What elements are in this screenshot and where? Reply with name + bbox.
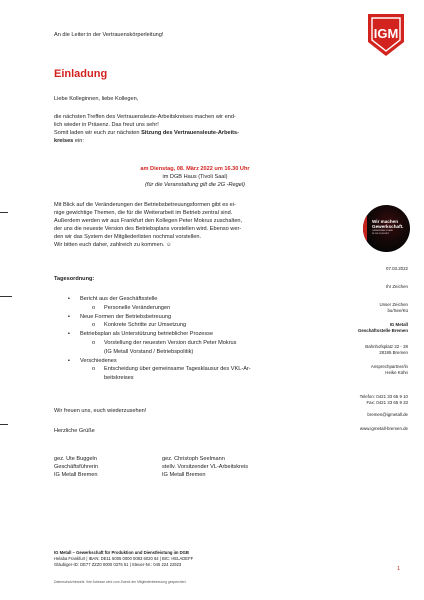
salutation: Liebe Kolleginnen, liebe Kollegen, bbox=[54, 96, 139, 102]
bullet-circle-icon: o bbox=[92, 366, 96, 373]
their-reference-label: Unser Zeichen bbox=[379, 302, 408, 307]
ig-metall-logo bbox=[366, 12, 406, 58]
promo-accent-bar bbox=[363, 215, 367, 241]
event-date: am Dienstag, 08. März 2022 um 16.30 Uhr bbox=[140, 166, 250, 172]
their-reference-value: bu/See/Kü bbox=[387, 308, 408, 313]
agenda-item: Vorstellung der neuesten Version durch Peter Mokrus bbox=[104, 340, 237, 346]
bullet-circle-icon: o bbox=[92, 340, 96, 346]
footer-line-1: IG Metall – Gewerkschaft für Produktion und Dienstleistung im DGB bbox=[54, 550, 189, 555]
invite-suffix: ein: bbox=[73, 138, 84, 144]
agenda-item: (IG Metall Vorstand / Betriebspolitik) bbox=[104, 348, 194, 355]
closing-line: Wir freuen uns, euch wiederzusehen! bbox=[54, 408, 147, 414]
promo-line-3 bbox=[372, 230, 393, 236]
page-number: 1 bbox=[397, 566, 401, 572]
website-link[interactable]: www.igmetall-bremen.de bbox=[359, 426, 408, 431]
signature-1-org: IG Metall Bremen bbox=[54, 472, 98, 478]
office-name: Geschäftsstelle Bremen bbox=[357, 328, 408, 333]
footer-note: Datenschutzhinweis: Ihre Adresse wird zum Zweck der Mitgliederbetreuung gespeichert. bbox=[54, 580, 187, 584]
invite-bold-2: kreises bbox=[54, 138, 74, 144]
email-link[interactable]: bremen@igmetall.de bbox=[367, 412, 408, 417]
intro-line-1: die nächsten Treffen des Vertrauensleute-Arbeitskreises machen wir end- bbox=[54, 114, 236, 120]
body-line-2: nige gewichtige Themen, die für die Weiterarbeit im Betrieb zentral sind. bbox=[54, 210, 233, 216]
signature-2-name: gez. Christoph Seelmann bbox=[162, 456, 225, 462]
promo-line-3b: IN DIE ZUKUNFT bbox=[372, 232, 390, 235]
promo-line-1: Wir machen bbox=[372, 219, 398, 224]
fold-mark-lower bbox=[0, 424, 8, 425]
regards-line: Herzliche Grüße bbox=[54, 428, 95, 434]
signature-1-role: Geschäftsführerin bbox=[54, 464, 99, 470]
logo-letters: IGM bbox=[373, 26, 399, 41]
agenda-item: Neue Formen der Betriebsbetreuung bbox=[80, 313, 172, 320]
agenda-item: Konkrete Schritte zur Umsetzung bbox=[104, 322, 187, 329]
event-place: im DGB Haus (Tivoli Saal) bbox=[162, 174, 228, 180]
invite-prefix: Somit laden wir euch zur nächsten bbox=[54, 130, 140, 136]
bullet-square-icon: ▪ bbox=[68, 296, 70, 302]
phone-number: Telefon: 0421 33 65 9 10 bbox=[359, 394, 408, 399]
invite-line-2 bbox=[54, 138, 84, 146]
agenda-item: beitskreises bbox=[104, 375, 134, 382]
bullet-square-icon: ▪ bbox=[68, 357, 70, 364]
bullet-square-icon: ▪ bbox=[68, 313, 70, 320]
contact-label: Ansprechpartner/in bbox=[370, 364, 408, 369]
promo-line-3a: GEMEINSAM STARK bbox=[372, 230, 394, 232]
agenda-item: Betriebsplan als Unterstützung betrieblicher Prozesse bbox=[80, 331, 214, 338]
promo-badge bbox=[363, 205, 410, 252]
body-line-5: den wir das System der Mitgliederlisten nochmal vorstellen. bbox=[54, 234, 202, 240]
signature-2-org: IG Metall Bremen bbox=[162, 472, 206, 478]
bullet-circle-icon: o bbox=[92, 304, 96, 311]
fax-number: Fax: 0421 33 65 9 33 bbox=[366, 400, 408, 405]
intro-line-2: lich wieder in Präsenz. Das freut uns sehr! bbox=[54, 122, 159, 128]
agenda-title: Tagesordnung: bbox=[54, 276, 95, 282]
office-city: 28195 Bremen bbox=[379, 350, 408, 355]
office-street: Bahnhofsplatz 22 - 28 bbox=[365, 344, 408, 349]
fold-mark bbox=[0, 212, 8, 213]
footer-line-2: Helaba Frankfurt | IBAN: DE11 5005 0000 0083 6020 64 | BIC: HELADEFF bbox=[54, 556, 194, 561]
event-note: (für die Veranstaltung gilt die 2G -Regel) bbox=[145, 182, 245, 188]
invite-line-1 bbox=[54, 130, 239, 138]
body-last-line: Wir bitten euch daher, zahlreich zu kommen. ☺ bbox=[54, 242, 172, 248]
punch-mark bbox=[0, 296, 12, 297]
footer-line-3: Gläubiger-ID: DE77 ZZZ0 0000 0375 51 | Steuer-Nr.: 045 224 22923 bbox=[54, 562, 182, 567]
bullet-square-icon: ▪ bbox=[68, 331, 70, 338]
contact-name: Heike Kühn bbox=[385, 370, 408, 375]
org-name: IG Metall bbox=[389, 322, 408, 327]
body-line-4: der uns die neueste Version des Betriebsplans vorstellen wird. Ebenso wer- bbox=[54, 226, 242, 232]
agenda-item: Bericht aus der Geschäftsstelle bbox=[80, 296, 158, 302]
bullet-circle-icon: o bbox=[92, 322, 96, 329]
body-line-1: Mit Blick auf die Veränderungen der Betriebsbetreuungsformen gibt es ei- bbox=[54, 202, 236, 208]
invite-bold-1: Sitzung des Vertrauensleute-Arbeits- bbox=[141, 130, 239, 136]
our-reference-label: Ihr Zeichen bbox=[386, 284, 408, 289]
signature-1-name: gez. Ute Buggeln bbox=[54, 456, 97, 462]
promo-line-2: Gewerkschaft. bbox=[372, 224, 404, 229]
letter-title: Einladung bbox=[54, 68, 108, 80]
agenda-item: Verschiedenes bbox=[80, 357, 117, 364]
agenda-item: Personelle Veränderungen bbox=[104, 304, 171, 311]
letter-date: 07.03.2022 bbox=[386, 266, 408, 271]
signature-2-role: stellv. Vorsitzender VL-Arbeitskreis bbox=[162, 464, 249, 470]
body-line-3: Außerdem werden wir aus Frankfurt den Kollegen Peter Mokrus zuschalten, bbox=[54, 218, 243, 224]
agenda-item: Entscheidung über gemeinsame Tagesklausur des VKL-Ar- bbox=[104, 366, 251, 373]
recipient-line: An die Leiter:in der Vertrauenskörperleitung! bbox=[54, 32, 164, 38]
